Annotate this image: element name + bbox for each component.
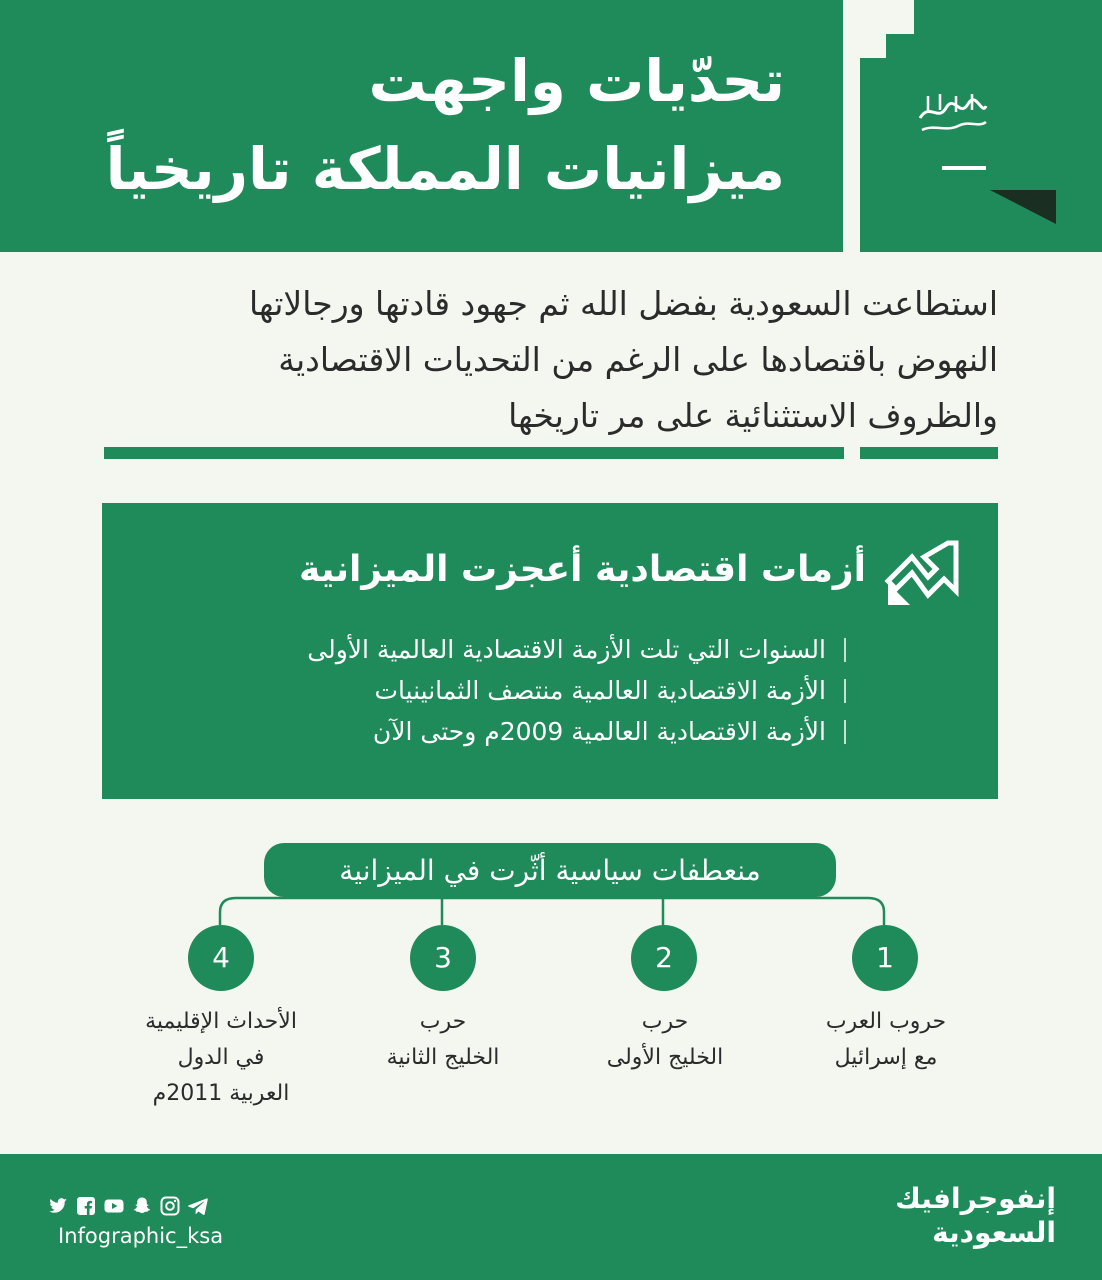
step-number-4: 4 [188, 925, 254, 991]
list-item: السنوات التي تلت الأزمة الاقتصادية العالمية الأولى [307, 629, 846, 670]
shahada-emblem-icon [916, 88, 990, 138]
crises-list [307, 629, 846, 752]
page-title-line2: ميزانيات المملكة تاريخياً [105, 135, 785, 203]
political-item-4: الأحداث الإقليمية في الدول العربية 2011م [145, 1009, 297, 1106]
snapchat-icon[interactable] [132, 1196, 152, 1216]
intro-line: والظروف الاستثنائية على مر تاريخها [508, 396, 998, 435]
twitter-icon[interactable] [48, 1196, 68, 1216]
list-item: الأزمة الاقتصادية العالمية 2009م وحتى الآن [307, 711, 846, 752]
list-item: الأزمة الاقتصادية العالمية منتصف الثمانينيات [307, 670, 846, 711]
step-number-3: 3 [410, 925, 476, 991]
trend-down-icon [882, 533, 962, 613]
facebook-icon[interactable] [76, 1196, 96, 1216]
youtube-icon[interactable] [104, 1196, 124, 1216]
page-title-line1: تحدّيات واجهت [368, 47, 785, 115]
step-number-2: 2 [631, 925, 697, 991]
political-title: منعطفات سياسية أثّرت في الميزانية [339, 854, 761, 887]
economic-crises-panel [102, 503, 998, 799]
crises-title: أزمات اقتصادية أعجزت الميزانية [299, 549, 866, 590]
intro-paragraph [98, 276, 998, 444]
sword-icon [942, 166, 986, 170]
instagram-icon[interactable] [160, 1196, 180, 1216]
flag-corner-shape [990, 190, 1056, 224]
telegram-icon[interactable] [188, 1196, 208, 1216]
divider-left [104, 447, 844, 459]
social-handle[interactable]: Infographic_ksa [58, 1224, 224, 1248]
political-item-2: حرب الخليج الأولى [606, 1009, 724, 1070]
brand-logo: إنفوجرافيك السعودية [895, 1182, 1056, 1249]
political-item-1: حروب العرب مع إسرائيل [825, 1009, 947, 1070]
step-number-1: 1 [852, 925, 918, 991]
social-icons [48, 1196, 208, 1216]
intro-line: النهوض باقتصادها على الرغم من التحديات الاقتصادية [278, 340, 998, 379]
footer-bar [0, 1154, 1102, 1280]
intro-line: استطاعت السعودية بفضل الله ثم جهود قادتها ورجالاتها [248, 284, 998, 323]
title-banner [0, 0, 843, 252]
political-item-3: حرب الخليج الثانية [386, 1009, 500, 1070]
divider-right [860, 447, 998, 459]
